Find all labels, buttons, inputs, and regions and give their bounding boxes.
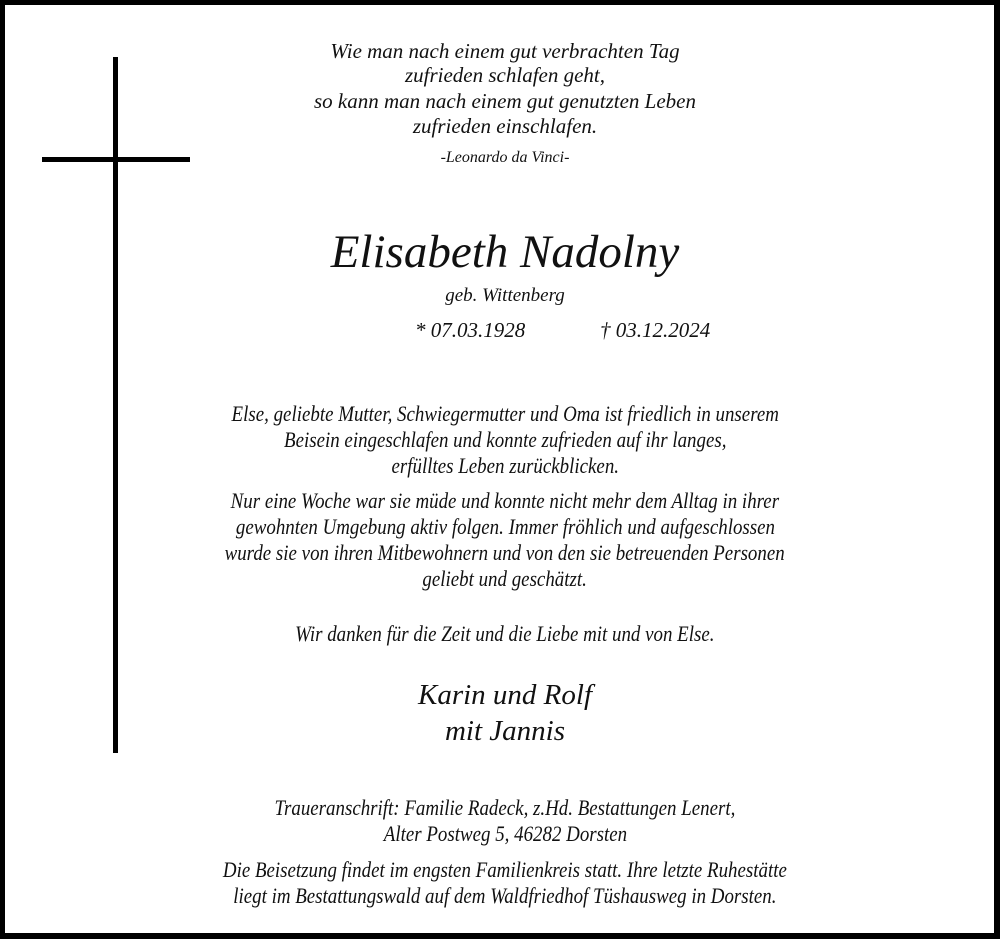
paragraph-line: Beisein eingeschlafen und konnte zufrieden auf ihr langes, [283,427,727,452]
death-date: † 03.12.2024 [600,318,711,342]
maiden-name: geb. Wittenberg [445,285,565,306]
birth-date: * 07.03.1928 [415,318,526,342]
paragraph-line: erfülltes Leben zurückblicken. [391,453,619,478]
deceased-name: Elisabeth Nadolny [330,226,680,278]
burial-line: liegt im Bestattungswald auf dem Waldfriedhof Tüshausweg in Dorsten. [233,883,777,908]
signer-line: Karin und Rolf [417,679,592,711]
quote-author: -Leonardo da Vinci- [440,149,570,166]
dates-row [5,318,1000,348]
signer-line: mit Jannis [444,715,566,747]
burial-line: Die Beisetzung findet im engsten Familienkreis statt. Ihre letzte Ruhestätte [222,857,787,882]
quote-line: zufrieden einschlafen. [412,114,598,138]
address-line: Alter Postweg 5, 46282 Dorsten [383,821,627,846]
quote-line: Wie man nach einem gut verbrachten Tag [330,39,680,63]
paragraph-line: Nur eine Woche war sie müde und konnte nicht mehr dem Alltag in ihrer [230,488,780,513]
paragraph-line: gewohnten Umgebung aktiv folgen. Immer fröhlich und aufgeschlossen [235,514,775,539]
quote-line: so kann man nach einem gut genutzten Leben [313,89,696,113]
paragraph-line: Else, geliebte Mutter, Schwiegermutter und Oma ist friedlich in unserem [231,401,779,426]
paragraph-line: wurde sie von ihren Mitbewohnern und von den sie betreuenden Personen [224,540,786,565]
address-line: Traueranschrift: Familie Radeck, z.Hd. Bestattungen Lenert, [274,795,736,820]
paragraph-line: geliebt und geschätzt. [422,566,588,591]
quote-line: zufrieden schlafen geht, [404,63,606,87]
thanks-line: Wir danken für die Zeit und die Liebe mit und von Else. [295,621,715,646]
